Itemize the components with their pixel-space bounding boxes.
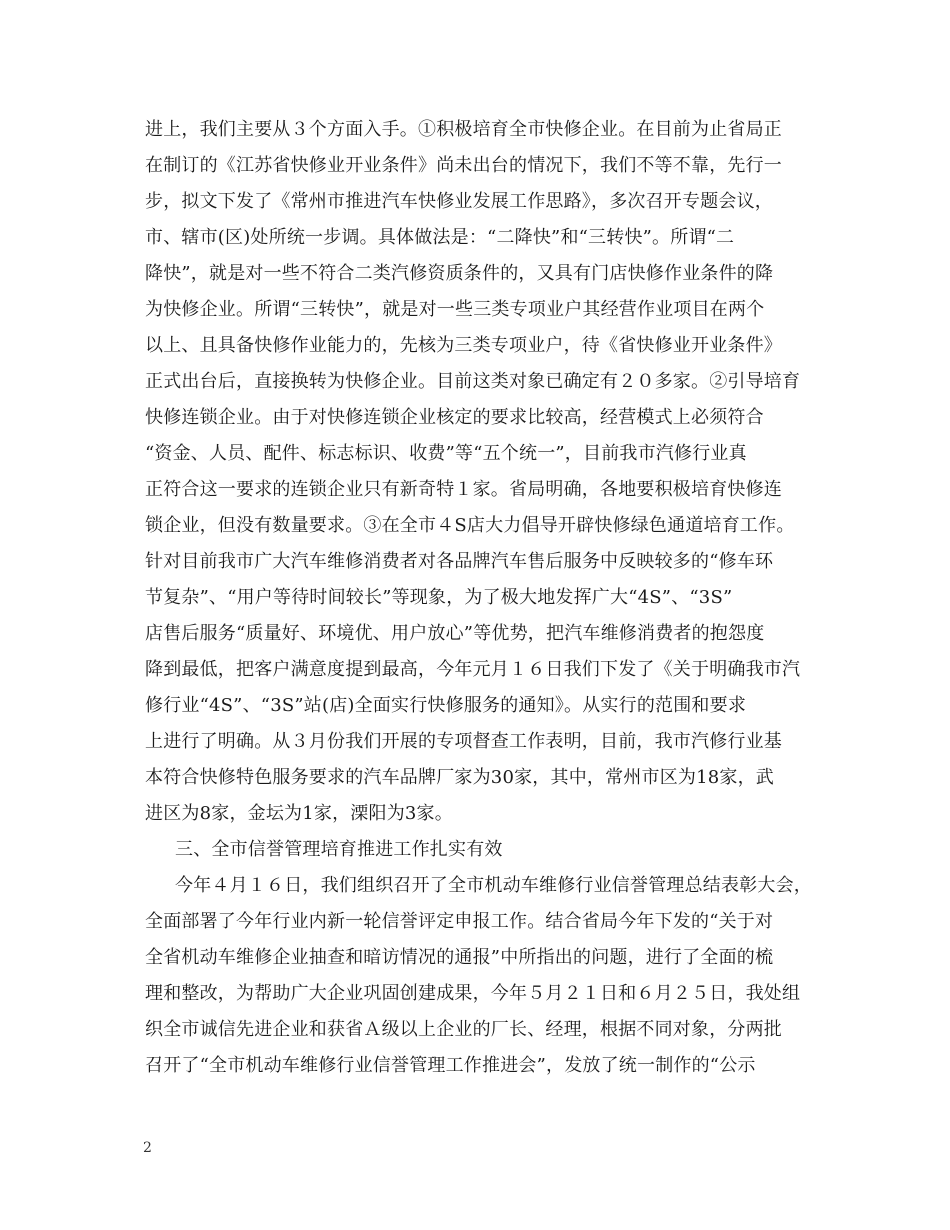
text-line: 召开了“全市机动车维修行业信誉管理工作推进会”，发放了统一制作的“公示: [145, 1055, 756, 1076]
document-body: [145, 112, 815, 1084]
text-line: 上进行了明确。从３月份我们开展的专项督查工作表明，目前，我市汽修行业基: [145, 731, 782, 752]
paragraph-first-line: 今年４月１６日，我们组织召开了全市机动车维修行业信誉管理总结表彰大会，: [175, 875, 812, 896]
text-line: 正符合这一要求的连锁企业只有新奇特１家。省局明确，各地要积极培育快修连: [145, 479, 782, 500]
text-line: 织全市诚信先进企业和获省Ａ级以上企业的厂长、经理，根据不同对象，分两批: [145, 1019, 782, 1040]
text-line: 快修连锁企业。由于对快修连锁企业核定的要求比较高，经营模式上必须符合: [145, 407, 764, 428]
text-line: 降快”，就是对一些不符合二类汽修资质条件的，又具有门店快修作业条件的降: [145, 263, 774, 284]
text-line: 进上，我们主要从３个方面入手。①积极培育全市快修企业。在目前为止省局正: [145, 119, 782, 140]
text-line: 在制订的《江苏省快修业开业条件》尚未出台的情况下，我们不等不靠，先行一: [145, 155, 782, 176]
text-line: 理和整改，为帮助广大企业巩固创建成果，今年５月２１日和６月２５日，我处组: [145, 983, 801, 1004]
text-line: 全省机动车维修企业抽查和暗访情况的通报”中所指出的问题，进行了全面的梳: [145, 947, 774, 968]
text-line: 本符合快修特色服务要求的汽车品牌厂家为30家，其中，常州市区为18家，武: [145, 767, 775, 788]
text-line: 修行业“4S”、“3S”站(店)全面实行快修服务的通知》。从实行的范围和要求: [145, 695, 747, 716]
text-line: 针对目前我市广大汽车维修消费者对各品牌汽车售后服务中反映较多的“修车环: [145, 551, 774, 572]
text-line: 店售后服务“质量好、环境优、用户放心”等优势，把汽车维修消费者的抱怨度: [145, 623, 765, 644]
text-line: 正式出台后，直接换转为快修企业。目前这类对象已确定有２０多家。②引导培育: [145, 371, 801, 392]
text-line: 节复杂”、“用户等待时间较长”等现象，为了极大地发挥广大“4S”、“3S”: [145, 587, 733, 608]
text-line: 步，拟文下发了《常州市推进汽车快修业发展工作思路》，多次召开专题会议，: [145, 191, 773, 212]
text-line: “资金、人员、配件、标志标识、收费”等“五个统一”，目前我市汽修行业真: [145, 443, 747, 464]
section-heading: 三、全市信誉管理培育推进工作扎实有效: [175, 839, 503, 860]
text-line: 全面部署了今年行业内新一轮信誉评定申报工作。结合省局今年下发的“关于对: [145, 911, 774, 932]
text-line: 锁企业，但没有数量要求。③在全市４S店大力倡导开辟快修绿色通道培育工作。: [145, 515, 795, 536]
text-line: 进区为8家，金坛为1家，溧阳为3家。: [145, 803, 453, 824]
text-line: 降到最低，把客户满意度提到最高，今年元月１６日我们下发了《关于明确我市汽: [145, 659, 801, 680]
page-number: 2: [143, 1140, 152, 1156]
text-line: 市、辖市(区)处所统一步调。具体做法是：“二降快”和“三转快”。所谓“二: [145, 227, 735, 248]
text-line: 为快修企业。所谓“三转快”，就是对一些三类专项业户其经营作业项目在两个: [145, 299, 765, 320]
text-line: 以上、且具备快修作业能力的，先核为三类专项业户，待《省快修业开业条件》: [145, 335, 782, 356]
